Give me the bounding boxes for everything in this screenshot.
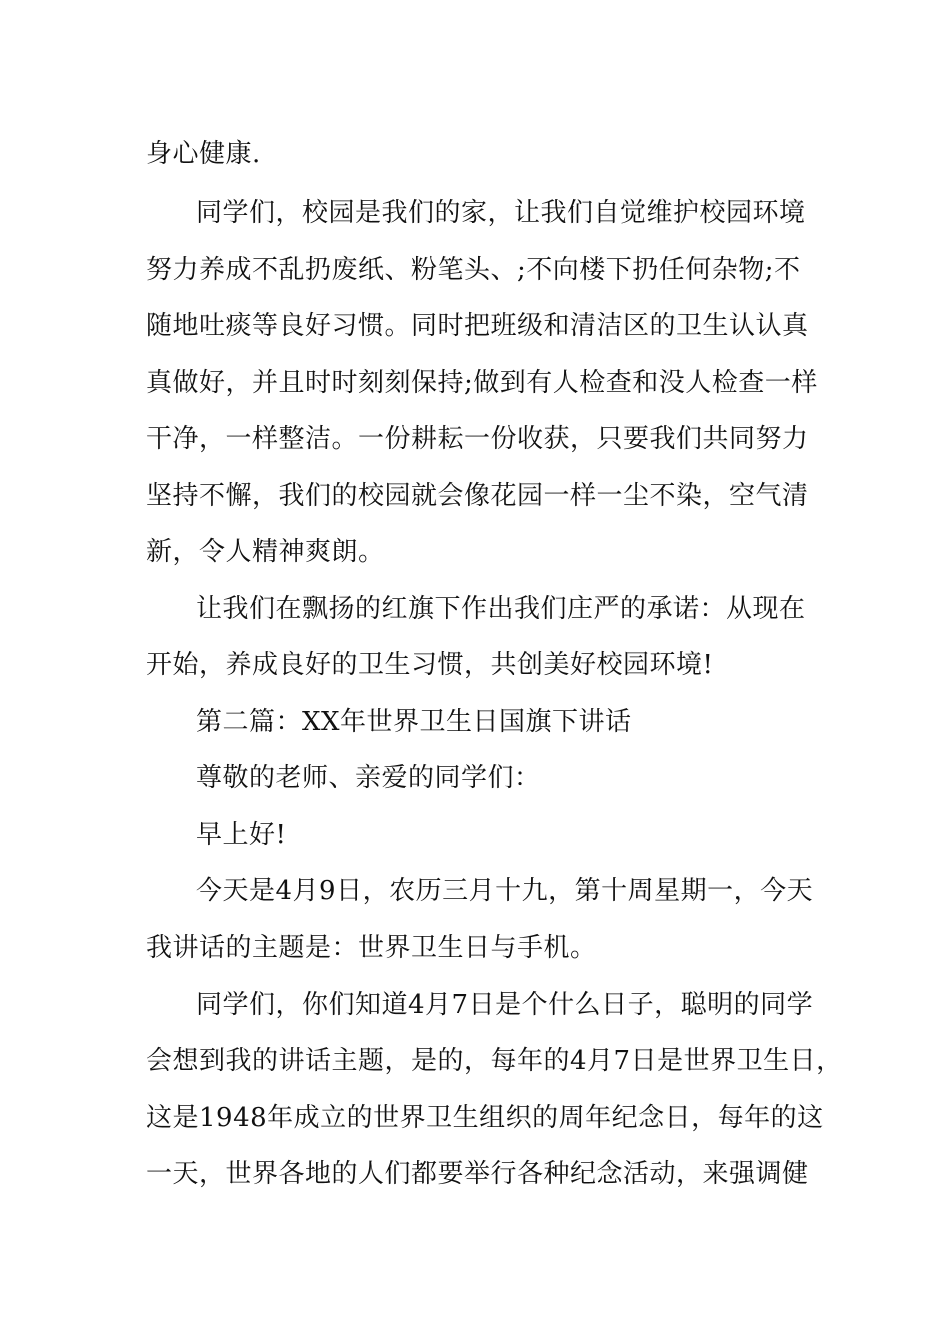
paragraph-start-line: 让我们在飘扬的红旗下作出我们庄严的承诺：从现在	[196, 594, 806, 624]
text-line: 这是1948年成立的世界卫生组织的周年纪念日，每年的这	[146, 1103, 824, 1133]
text-line: 开始，养成良好的卫生习惯，共创美好校园环境!	[146, 650, 714, 680]
text-line: 我讲话的主题是：世界卫生日与手机。	[146, 933, 597, 963]
section-title: 第二篇：XX年世界卫生日国旗下讲话	[196, 707, 632, 737]
salutation: 尊敬的老师、亲爱的同学们：	[196, 763, 541, 793]
paragraph-start-line: 同学们，校园是我们的家，让我们自觉维护校园环境	[196, 198, 806, 228]
paragraph-start-line: 今天是4月9日，农历三月十九，第十周星期一，今天	[196, 876, 814, 906]
text-line: 会想到我的讲话主题，是的，每年的4月7日是世界卫生日，	[146, 1046, 843, 1076]
text-line: 一天，世界各地的人们都要举行各种纪念活动，来强调健	[146, 1159, 809, 1189]
text-line: 干净，一样整洁。一份耕耘一份收获，只要我们共同努力	[146, 424, 809, 454]
text-line: 努力养成不乱扔废纸、粉笔头、;不向楼下扔任何杂物;不	[146, 255, 801, 285]
text-line: 真做好，并且时时刻刻保持;做到有人检查和没人检查一样	[146, 368, 818, 398]
text-line: 身心健康.	[146, 139, 261, 169]
text-line: 新，令人精神爽朗。	[146, 537, 385, 567]
greeting: 早上好!	[196, 820, 287, 850]
text-line: 随地吐痰等良好习惯。同时把班级和清洁区的卫生认认真	[146, 311, 809, 341]
paragraph-start-line: 同学们，你们知道4月7日是个什么日子，聪明的同学	[196, 990, 814, 1020]
text-line: 坚持不懈，我们的校园就会像花园一样一尘不染，空气清	[146, 481, 809, 511]
